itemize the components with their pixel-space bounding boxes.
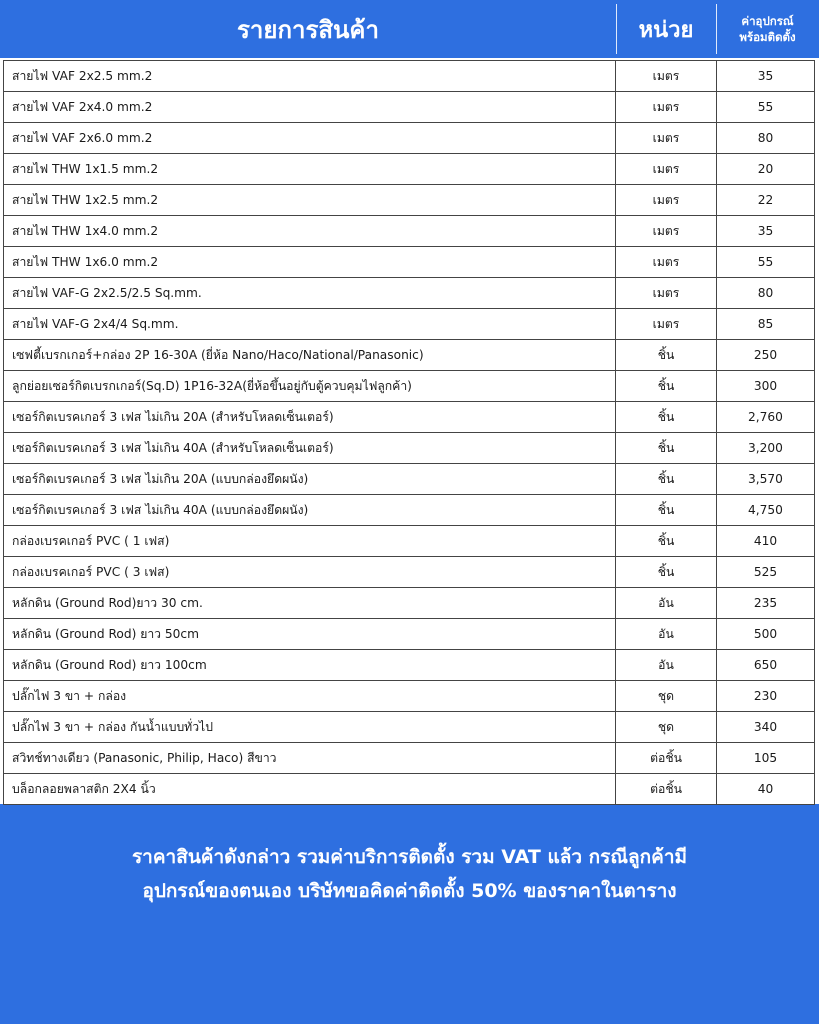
row-item-cell: สายไฟ VAF 2x6.0 mm.2 bbox=[4, 123, 616, 153]
row-item-cell: หลักดิน (Ground Rod)ยาว 30 cm. bbox=[4, 588, 616, 618]
row-price-cell: 235 bbox=[753, 596, 778, 610]
row-price-cell: 340 bbox=[753, 720, 778, 734]
table-row bbox=[3, 588, 815, 619]
table-row bbox=[3, 185, 815, 216]
row-price-cell: 35 bbox=[757, 224, 774, 238]
row-unit-cell: ชิ้น bbox=[616, 495, 717, 525]
row-item-cell: เซอร์กิตเบรคเกอร์ 3 เฟส ไม่เกิน 40A (สำหรับโหลดเซ็นเตอร์) bbox=[4, 433, 616, 463]
row-unit-cell: เมตร bbox=[616, 61, 717, 91]
row-unit-cell: ชิ้น bbox=[616, 402, 717, 432]
table-row bbox=[3, 278, 815, 309]
table-row bbox=[3, 92, 815, 123]
table-row bbox=[3, 681, 815, 712]
row-item-cell: เซอร์กิตเบรคเกอร์ 3 เฟส ไม่เกิน 40A (แบบกล่องยึดผนัง) bbox=[4, 495, 616, 525]
row-price-cell: 3,200 bbox=[748, 441, 783, 455]
row-price-cell: 500 bbox=[753, 627, 778, 641]
row-item-cell: สายไฟ THW 1x6.0 mm.2 bbox=[4, 247, 616, 277]
table-row bbox=[3, 619, 815, 650]
row-unit-cell: ต่อชิ้น bbox=[616, 743, 717, 773]
table-row bbox=[3, 123, 815, 154]
row-price-cell: 55 bbox=[757, 100, 774, 114]
row-unit-cell: อัน bbox=[616, 588, 717, 618]
row-item-cell: สายไฟ THW 1x2.5 mm.2 bbox=[4, 185, 616, 215]
row-unit-cell: เมตร bbox=[616, 154, 717, 184]
row-item-cell: สวิทช์ทางเดียว (Panasonic, Philip, Haco) สีขาว bbox=[4, 743, 616, 773]
row-unit-cell: เมตร bbox=[616, 216, 717, 246]
price-table bbox=[3, 60, 815, 805]
table-row bbox=[3, 557, 815, 588]
row-item-cell: หลักดิน (Ground Rod) ยาว 50cm bbox=[4, 619, 616, 649]
footer-note bbox=[0, 840, 819, 908]
row-item-cell: ลูกย่อยเซอร์กิตเบรกเกอร์(Sq.D) 1P16-32A(ยี่ห้อขึ้นอยู่กับตู้ควบคุมไฟลูกค้า) bbox=[4, 371, 616, 401]
table-row bbox=[3, 712, 815, 743]
table-row bbox=[3, 402, 815, 433]
row-item-cell: เซอร์กิตเบรคเกอร์ 3 เฟส ไม่เกิน 20A (แบบกล่องยึดผนัง) bbox=[4, 464, 616, 494]
row-price-cell: 250 bbox=[753, 348, 778, 362]
row-item-cell: ปลั๊กไฟ 3 ขา + กล่อง กันน้ำแบบทั่วไป bbox=[4, 712, 616, 742]
row-item-cell: กล่องเบรคเกอร์ PVC ( 1 เฟส) bbox=[4, 526, 616, 556]
row-item-cell: สายไฟ VAF 2x2.5 mm.2 bbox=[4, 61, 616, 91]
row-price-cell: 85 bbox=[757, 317, 774, 331]
table-row bbox=[3, 154, 815, 185]
row-item-cell: เซฟตี้เบรกเกอร์+กล่อง 2P 16-30A (ยี่ห้อ Nano/Haco/National/Panasonic) bbox=[4, 340, 616, 370]
table-row bbox=[3, 371, 815, 402]
row-price-cell: 3,570 bbox=[748, 472, 783, 486]
row-price-cell: 4,750 bbox=[748, 503, 783, 517]
row-unit-cell: ชิ้น bbox=[616, 526, 717, 556]
row-price-cell: 105 bbox=[753, 751, 778, 765]
row-unit-cell: อัน bbox=[616, 650, 717, 680]
row-item-cell: สายไฟ THW 1x4.0 mm.2 bbox=[4, 216, 616, 246]
table-row bbox=[3, 743, 815, 774]
row-item-cell: หลักดิน (Ground Rod) ยาว 100cm bbox=[4, 650, 616, 680]
row-price-cell: 20 bbox=[757, 162, 774, 176]
table-row bbox=[3, 309, 815, 340]
row-unit-cell: เมตร bbox=[616, 247, 717, 277]
row-unit-cell: ชุด bbox=[616, 681, 717, 711]
row-unit-cell: ชิ้น bbox=[616, 464, 717, 494]
row-unit-cell: เมตร bbox=[616, 92, 717, 122]
row-item-cell: สายไฟ VAF-G 2x2.5/2.5 Sq.mm. bbox=[4, 278, 616, 308]
row-unit-cell: ชิ้น bbox=[616, 371, 717, 401]
row-price-cell: 525 bbox=[753, 565, 778, 579]
row-price-cell: 410 bbox=[753, 534, 778, 548]
row-price-cell: 22 bbox=[757, 193, 774, 207]
row-item-cell: บล็อกลอยพลาสติก 2X4 นิ้ว bbox=[4, 774, 616, 804]
row-unit-cell: เมตร bbox=[616, 185, 717, 215]
row-unit-cell: ชิ้น bbox=[616, 433, 717, 463]
row-unit-cell: ชิ้น bbox=[616, 340, 717, 370]
table-row bbox=[3, 650, 815, 681]
row-price-cell: 230 bbox=[753, 689, 778, 703]
table-row bbox=[3, 61, 815, 92]
table-row bbox=[3, 216, 815, 247]
row-item-cell: เซอร์กิตเบรคเกอร์ 3 เฟส ไม่เกิน 20A (สำหรับโหลดเซ็นเตอร์) bbox=[4, 402, 616, 432]
row-unit-cell: เมตร bbox=[616, 278, 717, 308]
row-item-cell: ปลั๊กไฟ 3 ขา + กล่อง bbox=[4, 681, 616, 711]
row-unit-cell: อัน bbox=[616, 619, 717, 649]
header-price-column bbox=[716, 0, 819, 58]
row-unit-cell: ชิ้น bbox=[616, 557, 717, 587]
header-price-line2: พร้อมติดตั้ง bbox=[739, 30, 796, 44]
row-price-cell: 2,760 bbox=[748, 410, 783, 424]
table-row bbox=[3, 247, 815, 278]
table-header bbox=[0, 0, 819, 58]
footer-line-1: ราคาสินค้าดังกล่าว รวมค่าบริการติดตั้ง รวม VAT แล้ว กรณีลูกค้ามี bbox=[131, 846, 688, 868]
row-price-cell: 300 bbox=[753, 379, 778, 393]
row-item-cell: สายไฟ THW 1x1.5 mm.2 bbox=[4, 154, 616, 184]
row-item-cell: กล่องเบรคเกอร์ PVC ( 3 เฟส) bbox=[4, 557, 616, 587]
footer-line-2: อุปกรณ์ของตนเอง บริษัทขอคิดค่าติดตั้ง 50% ของราคาในตาราง bbox=[142, 880, 677, 902]
header-item-column: รายการสินค้า bbox=[237, 15, 379, 44]
row-price-cell: 80 bbox=[757, 286, 774, 300]
row-price-cell: 80 bbox=[757, 131, 774, 145]
row-unit-cell: เมตร bbox=[616, 309, 717, 339]
table-row bbox=[3, 433, 815, 464]
header-price-line1: ค่าอุปกรณ์ bbox=[741, 14, 794, 28]
row-price-cell: 40 bbox=[757, 782, 774, 796]
row-price-cell: 35 bbox=[757, 69, 774, 83]
row-unit-cell: ต่อชิ้น bbox=[616, 774, 717, 804]
row-unit-cell: เมตร bbox=[616, 123, 717, 153]
row-unit-cell: ชุด bbox=[616, 712, 717, 742]
row-price-cell: 55 bbox=[757, 255, 774, 269]
table-row bbox=[3, 464, 815, 495]
table-row bbox=[3, 774, 815, 805]
row-item-cell: สายไฟ VAF-G 2x4/4 Sq.mm. bbox=[4, 309, 616, 339]
row-price-cell: 650 bbox=[753, 658, 778, 672]
row-item-cell: สายไฟ VAF 2x4.0 mm.2 bbox=[4, 92, 616, 122]
table-row bbox=[3, 340, 815, 371]
table-row bbox=[3, 526, 815, 557]
header-unit-column: หน่วย bbox=[638, 17, 694, 43]
table-row bbox=[3, 495, 815, 526]
